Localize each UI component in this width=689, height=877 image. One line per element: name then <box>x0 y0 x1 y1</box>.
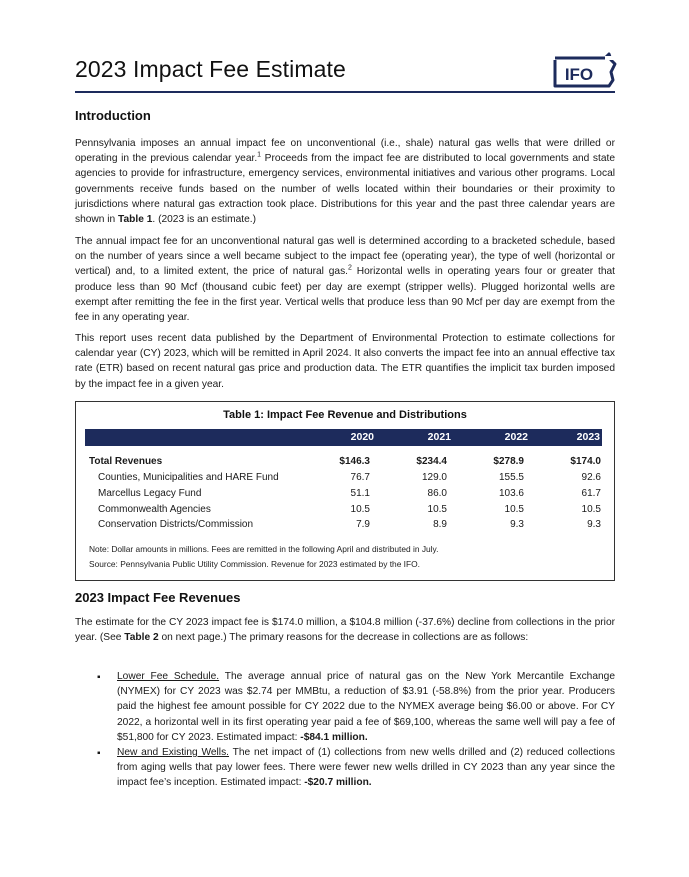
table-cell: 8.9 <box>433 519 447 530</box>
table-cell: 92.6 <box>581 472 601 483</box>
table-cell: 10.5 <box>350 504 370 515</box>
table-cell: 129.0 <box>421 472 447 483</box>
logo-text: IFO <box>564 65 594 84</box>
row-label: Total Revenues <box>89 456 163 467</box>
table-row <box>89 472 602 487</box>
intro-paragraph-3: This report uses recent data published by the Department of Environmental Protection to estimate collections for calendar year (CY) 2023, which will be remitted in April 2024. It also converts the impact fee into an annual effective tax rate (ETR) based on recent natural gas price and production data. The ETR quantifies the implicit tax burden imposed by the impact fee in a given year. <box>75 333 615 390</box>
column-header: 2023 <box>576 431 600 443</box>
column-header: 2021 <box>427 431 451 443</box>
section-heading-revenues: 2023 Impact Fee Revenues <box>75 590 241 605</box>
header-rule <box>75 91 615 93</box>
table-row <box>89 504 602 519</box>
table-cell: 7.9 <box>356 519 370 530</box>
bullet-new-existing-wells: New and Existing Wells. The net impact of (1) collections from new wells drilled and (2) reduced collections from aging wells that pay lower fees. There were fewer new wells drilled in CY 2023 than any year since the impact fee’s inception. Estimated impact: -$20.7 million. <box>117 747 615 789</box>
table-note: Note: Dollar amounts in millions. Fees are remitted in the following April and distributed in July. <box>89 544 439 554</box>
table-row <box>89 519 602 534</box>
table-header-row <box>85 429 602 446</box>
table-cell: 51.1 <box>350 488 370 499</box>
table-title: Table 1: Impact Fee Revenue and Distributions <box>223 409 467 421</box>
column-header: 2022 <box>504 431 528 443</box>
table-cell: 61.7 <box>581 488 601 499</box>
intro-paragraph-2: The annual impact fee for an unconventional natural gas well is determined according to a bracketed schedule, based on the number of years since a well became subject to the impact fee (operating year), the type of well (horizontal or vertical) and, to a limited extent, the price of natural gas.$^2$ Horizontal wells in operating years four or greater that produce less than 90 Mcf (thousand cubic feet) per day are exempt (stripper wells). Plugged horizontal wells are exempt after remitting the fee in the first year. Vertical wells that produce less than 90 Mcf per day are exempt from the fee in any operating year. <box>75 236 616 324</box>
table-cell: 103.6 <box>498 488 524 499</box>
row-label: Marcellus Legacy Fund <box>98 488 202 499</box>
table-cell: 155.5 <box>498 472 524 483</box>
table-1 <box>75 401 615 581</box>
table-cell: 9.3 <box>510 519 524 530</box>
table-source: Source: Pennsylvania Public Utility Commission. Revenue for 2023 estimated by the IFO. <box>89 559 420 569</box>
table-cell: $278.9 <box>493 456 524 467</box>
section-heading-introduction: Introduction <box>75 108 151 123</box>
table-cell: $146.3 <box>339 456 370 467</box>
revenues-paragraph-1: The estimate for the CY 2023 impact fee is $174.0 million, a $104.8 million (-37.6%) decline from collections in the prior year. (See Table 2 on next page.) The primary reasons for the decrease in collections are as follows: <box>75 617 615 644</box>
table-cell: $234.4 <box>416 456 447 467</box>
column-header: 2020 <box>350 431 374 443</box>
table-cell: $174.0 <box>570 456 601 467</box>
bullet-marker: ▪ <box>97 748 101 759</box>
table-row <box>89 456 602 471</box>
page-header <box>75 56 615 90</box>
table-cell: 86.0 <box>427 488 447 499</box>
table-row <box>89 488 602 503</box>
intro-paragraph-1: Pennsylvania imposes an annual impact fee on unconventional (i.e., shale) natural gas wells that were drilled or operating in the previous calendar year.$^1$ Proceeds from the impact fee are distributed to local governments and state agencies to provide for infrastructure, emergency services, environmental initiatives and various other programs. Local governments receive funds based on the number of wells located within their boundaries or their proximity to jurisdictions where natural gas extraction took place. Distributions for this year and the past three calendar years are shown in Table 1. (2023 is an estimate.) <box>75 138 615 226</box>
bullet-lower-fee-schedule: Lower Fee Schedule. The average annual price of natural gas on the New York Mercantile Exchange (NYMEX) for CY 2023 was $2.74 per MMBtu, a reduction of $3.91 (-58.8%) from the prior year. Producers paid the highest fee amount possible for CY 2022 due to the NYMEX average being $6.00 or above. For CY 2022, a horizontal well in its first operating year paid a fee of $69,100, whereas the same well will pay a fee of $51,800 for CY 2023. Estimated impact: -$84.1 million. <box>117 671 615 743</box>
table-cell: 10.5 <box>504 504 524 515</box>
row-label: Conservation Districts/Commission <box>98 519 254 530</box>
row-label: Commonwealth Agencies <box>98 504 211 515</box>
ifo-logo-icon <box>549 50 619 90</box>
table-cell: 76.7 <box>350 472 370 483</box>
table-cell: 10.5 <box>427 504 447 515</box>
row-label: Counties, Municipalities and HARE Fund <box>98 472 279 483</box>
bullet-marker: ▪ <box>97 672 101 683</box>
table-cell: 9.3 <box>587 519 601 530</box>
page-title: 2023 Impact Fee Estimate <box>75 56 346 82</box>
table-cell: 10.5 <box>581 504 601 515</box>
